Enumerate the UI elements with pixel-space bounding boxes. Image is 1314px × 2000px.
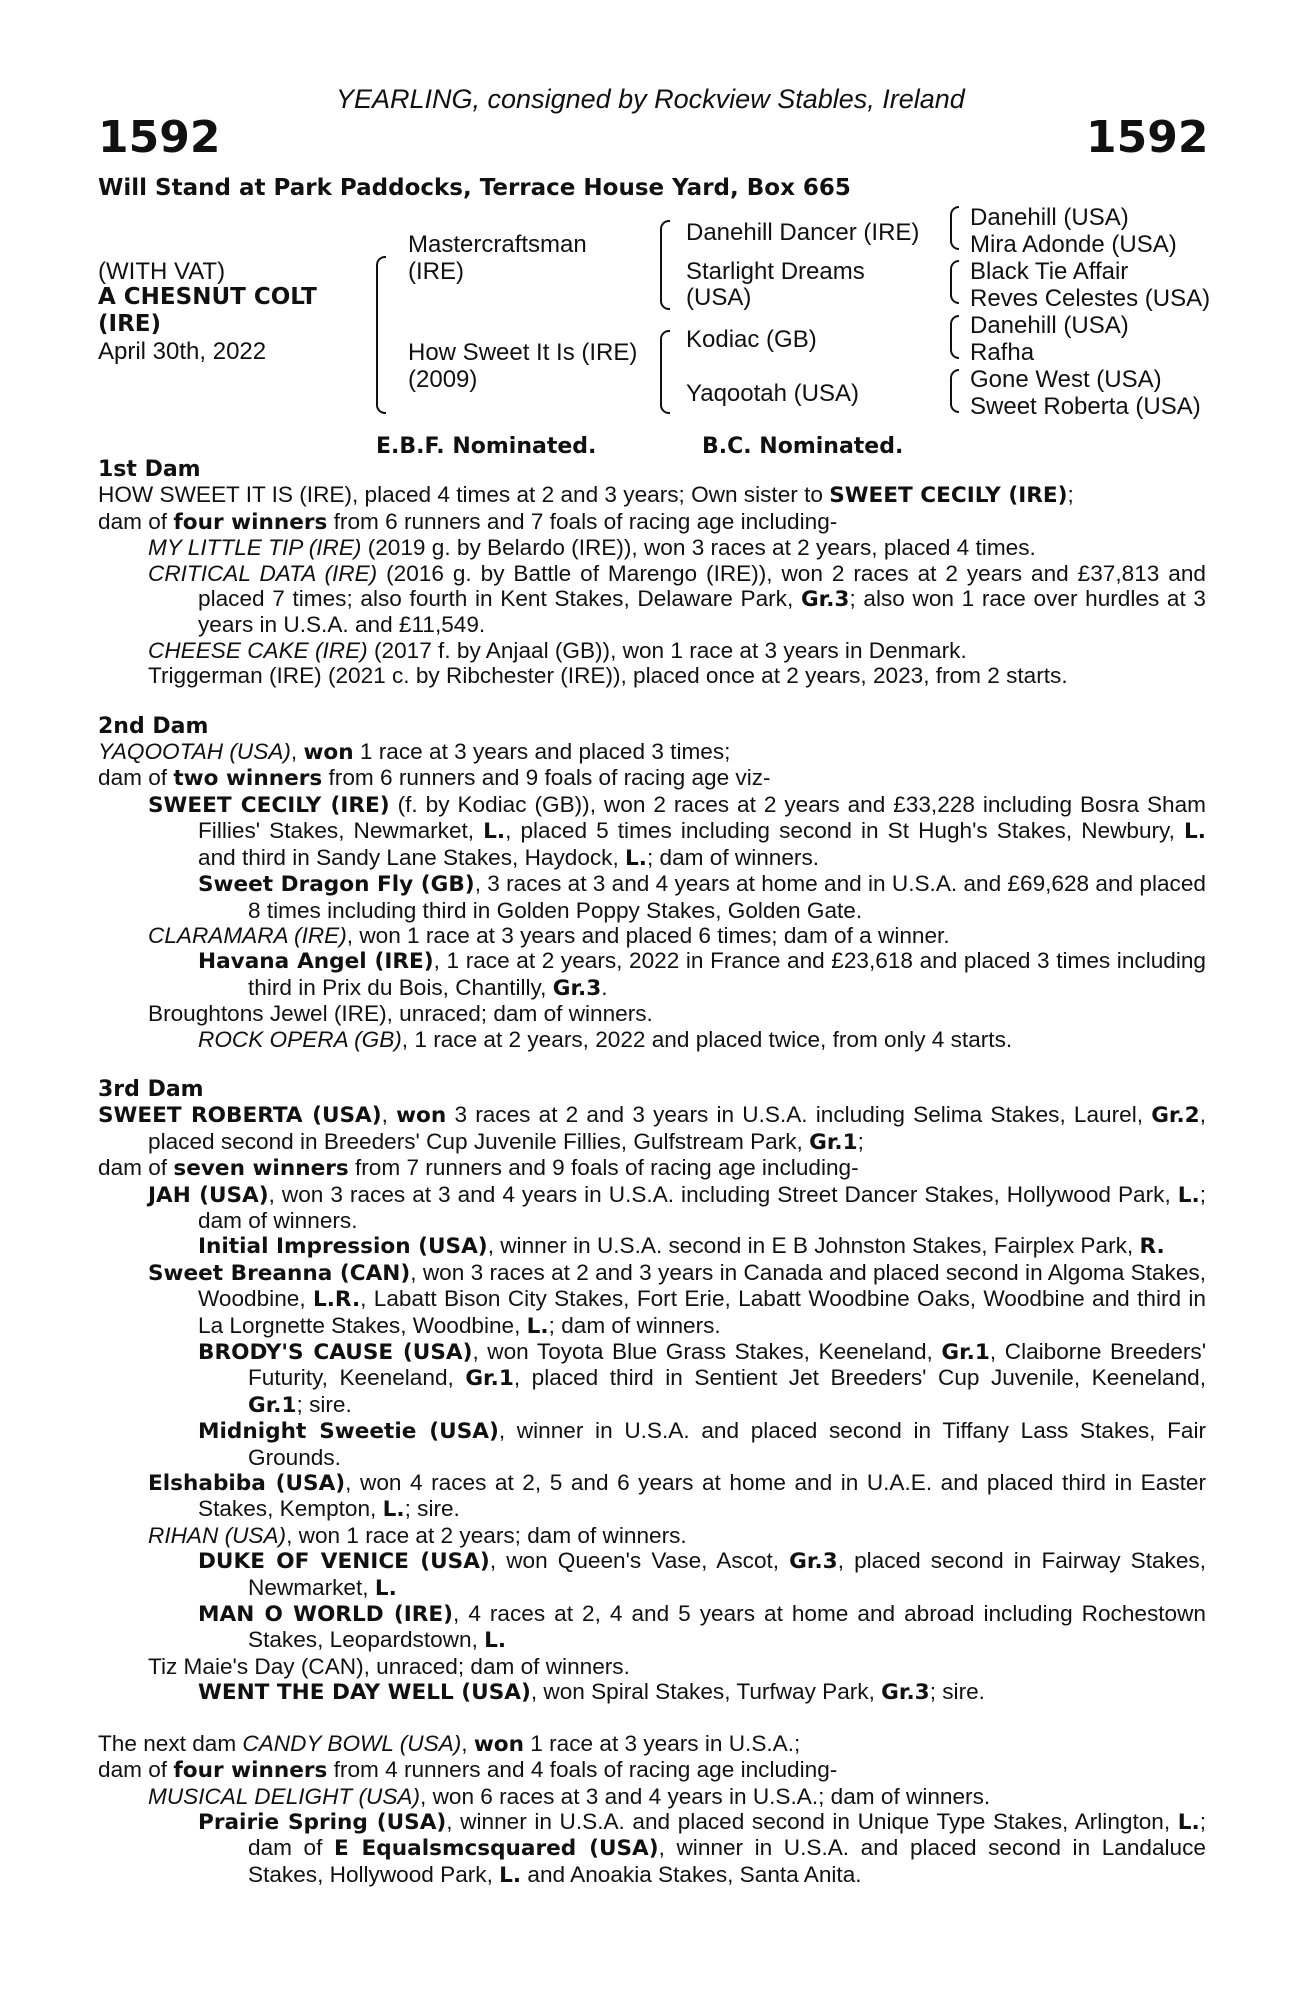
sire-line2: (IRE) [408, 258, 464, 285]
third-dam-grandfoal: MAN O WORLD (IRE), 4 races at 2, 4 and 5 years at home and abroad including Rochestown Stakes, Leopardstown, L. [198, 1601, 1206, 1654]
sire-dam-line2: (USA) [686, 284, 752, 311]
second-dam-heading: 2nd Dam [98, 713, 209, 739]
date-of-birth: April 30th, 2022 [98, 338, 267, 365]
brace-sd [950, 260, 959, 304]
lot-number-right: 1592 [1086, 112, 1209, 163]
ss-dam: Mira Adonde (USA) [970, 231, 1177, 258]
third-dam-foal: RIHAN (USA), won 1 race at 2 years; dam of winners. [148, 1522, 687, 1548]
brace-ss [950, 206, 959, 250]
horse-name-line1: A CHESNUT COLT [98, 284, 317, 310]
second-dam-description: YAQOOTAH (USA), won 1 race at 3 years and placed 3 times; [98, 739, 731, 766]
second-dam-foal: SWEET CECILY (IRE) (f. by Kodiac (GB)), won 2 races at 2 years and £33,228 including Bosra Sham Fillies' Stakes, Newmarket, L., placed 5 times including second in St Hugh's Stakes, Newbury, L. and third in Sandy Lane Stakes, Haydock, L.; dam of winners. [148, 791, 1206, 871]
next-dam-grandfoal: Prairie Spring (USA), winner in U.S.A. and placed second in Unique Type Stakes, Arlington, L.; dam of E Equalsmcsquared (USA), winner in U.S.A. and placed second in Landaluce Stakes, Hollywood Park, L. and Anoakia Stakes, Santa Anita. [198, 1808, 1206, 1888]
first-dam-heading: 1st Dam [98, 457, 201, 482]
lot-number-left: 1592 [98, 112, 221, 163]
first-dam-foal: MY LITTLE TIP (IRE) (2019 g. by Belardo (IRE)), won 3 races at 2 years, placed 4 times. [148, 535, 1036, 561]
third-dam-foal: Elshabiba (USA), won 4 races at 2, 5 and 6 years at home and in U.A.E. and placed third in Easter Stakes, Kempton, L.; sire. [148, 1470, 1206, 1523]
third-dam-grandfoal: WENT THE DAY WELL (USA), won Spiral Stakes, Turfway Park, Gr.3; sire. [198, 1679, 985, 1706]
ss-sire: Danehill (USA) [970, 204, 1129, 231]
next-dam-description: The next dam CANDY BOWL (USA), won 1 race at 3 years in U.S.A.; [98, 1730, 801, 1757]
dd-dam: Sweet Roberta (USA) [970, 393, 1201, 420]
third-dam-grandfoal: BRODY'S CAUSE (USA), won Toyota Blue Grass Stakes, Keeneland, Gr.1, Claiborne Breeders' Futurity, Keeneland, Gr.1, placed third in Sentient Jet Breeders' Cup Juvenile, Keeneland, Gr.1; sire. [198, 1339, 1207, 1418]
vat-note: (WITH VAT) [98, 258, 226, 285]
sd-sire: Black Tie Affair [970, 258, 1129, 285]
third-dam-description: SWEET ROBERTA (USA), won 3 races at 2 and 3 years in U.S.A. including Selima Stakes, Laurel, Gr.2, placed second in Breeders' Cup Juvenile Fillies, Gulfstream Park, Gr.1; [98, 1102, 1206, 1155]
sire-line1: Mastercraftsman [408, 231, 587, 258]
sire-dam-line1: Starlight Dreams [686, 258, 865, 285]
first-dam-foal: Triggerman (IRE) (2021 c. by Ribchester (IRE)), placed once at 2 years, 2023, from 2 starts. [148, 663, 1068, 689]
ds-dam: Rafha [970, 339, 1035, 366]
brace-sire [660, 220, 670, 310]
first-dam-foal: CHEESE CAKE (IRE) (2017 f. by Anjaal (GB)), won 1 race at 3 years in Denmark. [148, 637, 967, 663]
third-dam-grandfoal: Initial Impression (USA), winner in U.S.A. second in E B Johnston Stakes, Fairplex Park, R. [198, 1233, 1165, 1260]
dam-dam: Yaqootah (USA) [686, 380, 859, 407]
first-dam-description: HOW SWEET IT IS (IRE), placed 4 times at 2 and 3 years; Own sister to SWEET CECILY (IRE); [98, 482, 1074, 509]
third-dam-foal: Tiz Maie's Day (CAN), unraced; dam of winners. [148, 1653, 630, 1679]
brace-dd [950, 369, 959, 413]
consignment-line: YEARLING, consigned by Rockview Stables, Ireland [336, 84, 965, 114]
third-dam-grandfoal: DUKE OF VENICE (USA), won Queen's Vase, Ascot, Gr.3, placed second in Fairway Stakes, Newmarket, L. [198, 1548, 1206, 1601]
next-dam-produce-summary: dam of four winners from 4 runners and 4 foals of racing age including- [98, 1757, 838, 1784]
dam-sire: Kodiac (GB) [686, 326, 817, 353]
catalogue-body [98, 457, 1206, 1888]
dd-sire: Gone West (USA) [970, 366, 1162, 393]
brace-horse [376, 256, 386, 414]
third-dam-produce-summary: dam of seven winners from 7 runners and 9 foals of racing age including- [98, 1155, 859, 1182]
next-dam-foal: MUSICAL DELIGHT (USA), won 6 races at 3 and 4 years in U.S.A.; dam of winners. [148, 1783, 991, 1809]
second-dam-foal: Broughtons Jewel (IRE), unraced; dam of winners. [148, 1001, 653, 1027]
horse-name-line2: (IRE) [98, 311, 162, 337]
second-dam-foal: CLARAMARA (IRE), won 1 race at 3 years and placed 6 times; dam of a winner. [148, 922, 950, 948]
third-dam-grandfoal: Midnight Sweetie (USA), winner in U.S.A. and placed second in Tiffany Lass Stakes, Fair Grounds. [198, 1418, 1206, 1470]
ds-sire: Danehill (USA) [970, 312, 1129, 339]
second-dam-grandfoal: Havana Angel (IRE), 1 race at 2 years, 2022 in France and £23,618 and placed 3 times including third in Prix du Bois, Chantilly, Gr.3. [198, 948, 1206, 1001]
first-dam-produce-summary: dam of four winners from 6 runners and 7 foals of racing age including- [98, 508, 838, 535]
third-dam-foal: Sweet Breanna (CAN), won 3 races at 2 and 3 years in Canada and placed second in Algoma Stakes, Woodbine, L.R., Labatt Bison City Stakes, Fort Erie, Labatt Woodbine Oaks, Woodbine and third in La Lorgnette Stakes, Woodbine, L.; dam of winners. [148, 1259, 1206, 1339]
third-dam-foal: JAH (USA), won 3 races at 3 and 4 years in U.S.A. including Street Dancer Stakes, Hollywood Park, L.; dam of winners. [148, 1181, 1206, 1233]
third-dam-heading: 3rd Dam [98, 1076, 204, 1102]
brace-ds [950, 315, 959, 359]
dam-line2: (2009) [408, 366, 478, 393]
second-dam-produce-summary: dam of two winners from 6 runners and 9 foals of racing age viz- [98, 765, 771, 792]
dam-line1: How Sweet It Is (IRE) [408, 339, 638, 366]
first-dam-foal: CRITICAL DATA (IRE) (2016 g. by Battle of Marengo (IRE)), won 2 races at 2 years and £37,813 and placed 7 times; also fourth in Kent Stakes, Delaware Park, Gr.3; also won 1 race over hurdles at 3 years in U.S.A. and £11,549. [148, 560, 1206, 638]
sd-dam: Reves Celestes (USA) [970, 285, 1211, 312]
stand-location: Will Stand at Park Paddocks, Terrace House Yard, Box 665 [98, 175, 851, 201]
second-dam-grandfoal: Sweet Dragon Fly (GB), 3 races at 3 and 4 years at home and in U.S.A. and £69,628 and placed 8 times including third in Golden Poppy Stakes, Golden Gate. [198, 871, 1206, 923]
second-dam-grandfoal: ROCK OPERA (GB), 1 race at 2 years, 2022 and placed twice, from only 4 starts. [198, 1026, 1013, 1052]
sire-sire: Danehill Dancer (IRE) [686, 219, 920, 246]
brace-dam [660, 330, 670, 414]
ebf-nomination: E.B.F. Nominated. [376, 434, 597, 459]
bc-nomination: B.C. Nominated. [702, 434, 904, 459]
